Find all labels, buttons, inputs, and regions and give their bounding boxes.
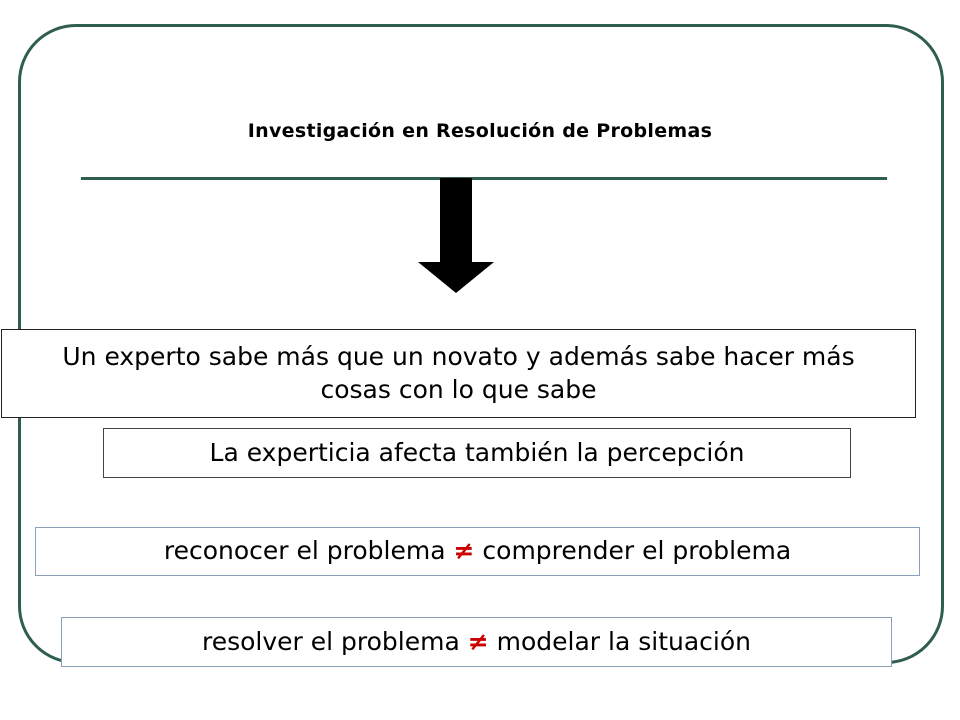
slide-title: Investigación en Resolución de Problemas <box>247 120 713 142</box>
down-arrow-icon <box>418 178 494 294</box>
perception-statement-box <box>103 428 851 478</box>
perception-statement: La experticia afecta también la percepción <box>209 437 745 467</box>
solve-left-text: resolver el problema <box>201 626 460 656</box>
recognize-right-text: comprender el problema <box>482 536 792 566</box>
recognize-left-text: reconocer el problema <box>163 536 446 566</box>
not-equal-symbol: ≠ <box>453 536 475 566</box>
solve-right-text: modelar la situación <box>496 626 752 656</box>
expert-statement: Un experto sabe más que un novato y además sabe hacer más cosas con lo que sabe <box>62 342 855 404</box>
not-equal-symbol: ≠ <box>467 626 489 656</box>
expert-statement-box <box>1 329 916 418</box>
solve-statement-box <box>61 617 892 667</box>
recognize-statement-box <box>35 527 920 576</box>
